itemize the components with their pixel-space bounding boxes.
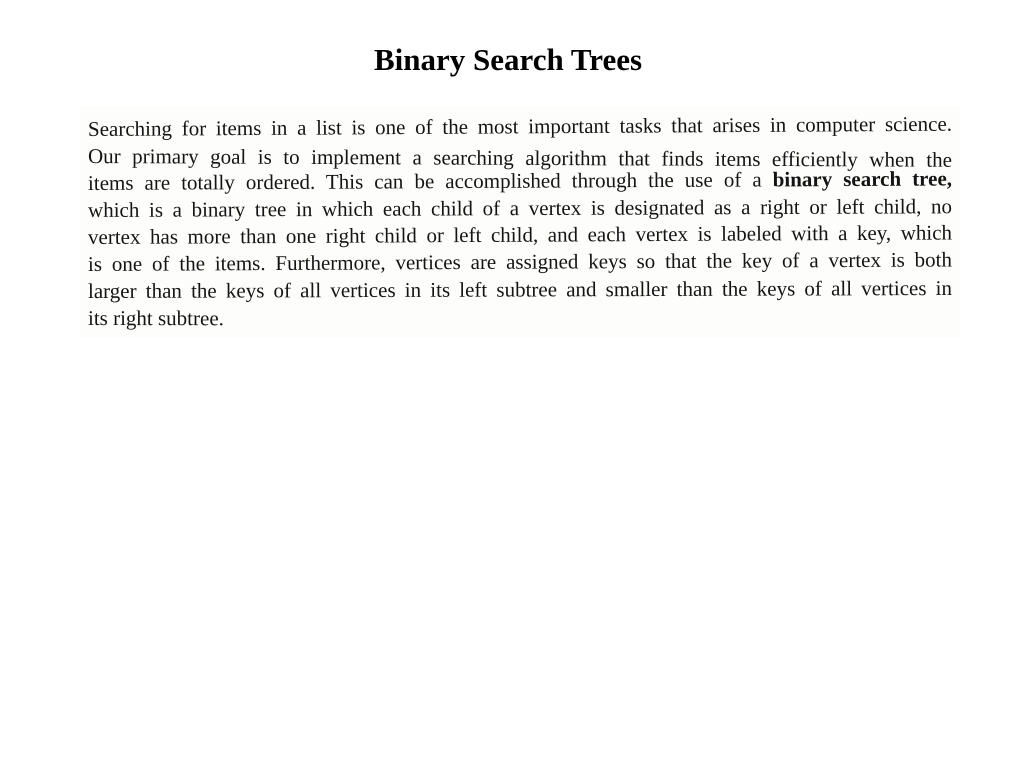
definition-paragraph (87, 111, 953, 332)
paragraph-line-1: Searching for items in a list is one of the most important tasks that arises in computer science. (87, 111, 953, 141)
paragraph-line-5: vertex has more than one right child or left child, and each vertex is labeled with a key, which (87, 220, 953, 249)
paragraph-line-6: is one of the items. Furthermore, vertices are assigned keys so that the key of a vertex is both (87, 247, 953, 276)
scanned-text-excerpt (80, 106, 960, 338)
defined-term: binary search tree, (772, 166, 953, 192)
paragraph-line-3 (88, 165, 952, 197)
paragraph-line-2: Our primary goal is to implement a searching algorithm that finds items efficiently when the (87, 144, 953, 172)
slide-title: Binary Search Trees (373, 42, 643, 77)
paragraph-line-4: which is a binary tree in which each child of a vertex is designated as a right or left child, no (87, 194, 953, 222)
paragraph-line-7: larger than the keys of all vertices in its left subtree and smaller than the keys of all vertices in (87, 275, 953, 303)
paragraph-line-8: its right subtree. (87, 306, 224, 331)
paragraph-line-3-text: items are totally ordered. This can be accomplished through the use of a (87, 167, 773, 195)
